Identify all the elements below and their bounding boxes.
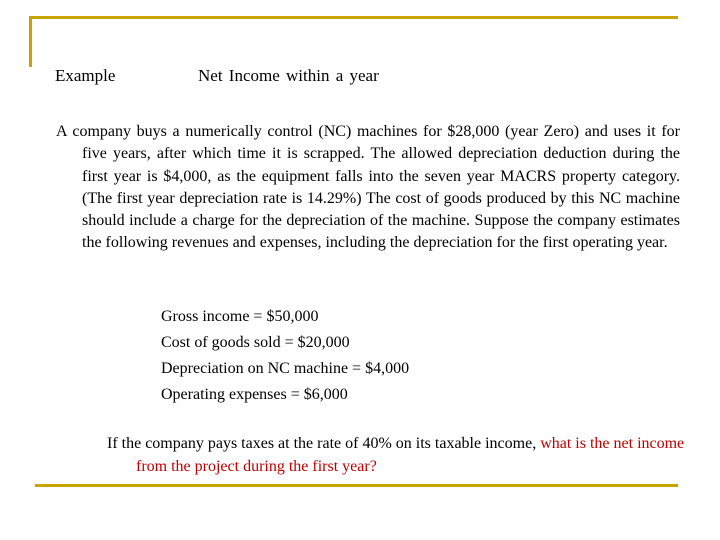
problem-statement: A company buys a numerically control (NC) machines for $28,000 (year Zero) and uses it for five years, after which time it is scrapped. The allowed depreciation deduction during the first year is $4,000, as the equipment falls into the seven year MACRS property category. (The first year depreciation rate is 14.29%) The cost of goods produced by this NC machine should include a charge for the depreciation of the machine. Suppose the company estimates the following revenues and expenses, including the depreciation for the first operating year. <box>56 123 680 252</box>
question-text <box>107 433 696 478</box>
question-rest: the net income from the project during the first year? <box>136 435 685 475</box>
income-expense-list <box>161 304 409 408</box>
example-label: Example <box>55 66 116 85</box>
list-item-operating-expenses: Operating expenses = $6,000 <box>161 386 348 403</box>
list-item-cost-of-goods: Cost of goods sold = $20,000 <box>161 334 350 351</box>
frame-left-line <box>29 16 32 67</box>
question-highlight: what is <box>540 435 586 452</box>
list-item-gross-income: Gross income = $50,000 <box>161 308 319 325</box>
question-intro: If the company pays taxes at the rate of 40% on its taxable income, <box>107 435 541 452</box>
frame-top-line <box>29 16 678 19</box>
list-item-depreciation: Depreciation on NC machine = $4,000 <box>161 360 410 377</box>
frame-bottom-line <box>35 484 678 487</box>
slide-title: Net Income within a year <box>198 66 379 85</box>
